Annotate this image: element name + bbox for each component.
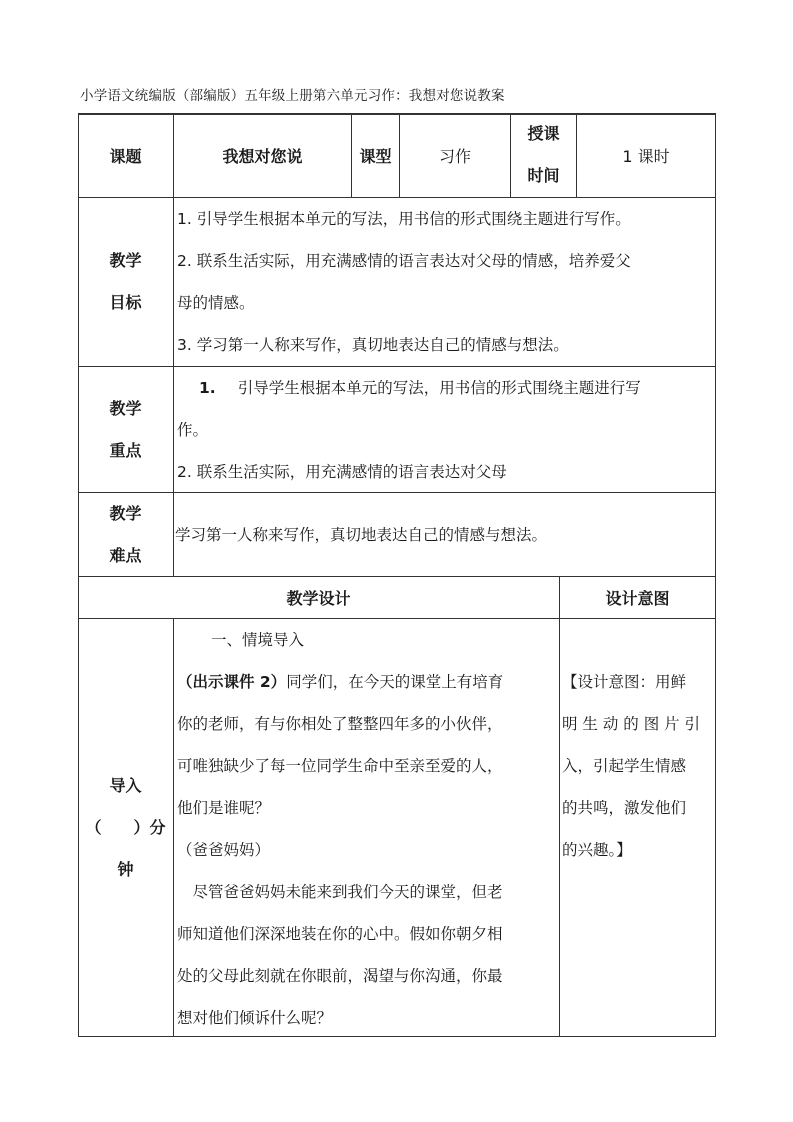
intro-paragraph-line: 尽管爸爸妈妈未能来到我们今天的课堂，但老 <box>177 883 503 901</box>
objectives-label-line: 目标 <box>109 293 142 312</box>
type-label: 课型 <box>359 146 392 166</box>
time-label-line: 时间 <box>527 166 560 185</box>
intro-paragraph-line: 想对他们倾诉什么呢？ <box>177 1009 333 1027</box>
difficulties-label <box>78 493 173 576</box>
type-value: 习作 <box>438 146 471 166</box>
key-point-text: 引导学生根据本单元的写法，用书信的形式围绕主题进行写 <box>237 379 641 397</box>
intro-label-line: 导入 <box>109 775 142 795</box>
intent-line: 的兴趣。】 <box>562 841 632 859</box>
topic-value: 我想对您说 <box>222 146 303 166</box>
key-points-label-line: 重点 <box>109 440 142 460</box>
table-rule <box>715 113 716 1037</box>
time-label-line: 授课 <box>527 124 560 143</box>
objectives-label <box>78 198 173 366</box>
intro-text: 同学们，在今天的课堂上有培育 <box>286 673 504 691</box>
intro-label-line: 钟 <box>117 859 134 879</box>
intro-answer: （爸爸妈妈） <box>177 841 271 859</box>
objectives-content <box>177 198 713 366</box>
key-points-content <box>177 367 713 492</box>
intro-paragraph-line: 师知道他们深深地装在你的心中。假如你朝夕相 <box>177 925 503 943</box>
courseware-tag: （出示课件 2） <box>177 673 287 691</box>
intent-line: 【设计意图：用鲜 <box>562 673 687 691</box>
objective-line: 1. 引导学生根据本单元的写法，用书信的形式围绕主题进行写作。 <box>177 210 631 228</box>
lesson-plan-table <box>78 113 716 1037</box>
key-point-number: 1. <box>199 379 216 397</box>
intro-heading: 一、情境导入 <box>211 631 305 649</box>
key-points-label-line: 教学 <box>109 398 142 418</box>
design-header: 教学设计 <box>286 589 351 608</box>
intro-paragraph-line: 他们是谁呢？ <box>177 799 271 817</box>
table-rule <box>559 576 560 1037</box>
intent-header: 设计意图 <box>605 589 670 608</box>
key-points-label <box>78 367 173 492</box>
intent-line: 入，引起学生情感 <box>562 757 687 775</box>
objective-line: 2. 联系生活实际，用充满感情的语言表达对父母的情感，培养爱父 <box>177 252 631 270</box>
intro-paragraph-line <box>177 661 559 703</box>
intro-design-content <box>177 619 559 1036</box>
difficulties-label-line: 教学 <box>109 503 142 523</box>
key-point-line: 2. 联系生活实际，用充满感情的语言表达对父母 <box>177 463 507 481</box>
time-label <box>511 113 576 197</box>
intent-line: 的共鸣，激发他们 <box>562 799 687 817</box>
table-rule <box>173 618 174 1037</box>
difficulties-content <box>175 493 713 576</box>
difficulties-label-line: 难点 <box>109 545 142 565</box>
intro-intent-content <box>562 661 714 961</box>
intent-line: 明 生 动 的 图 片 引 <box>562 715 701 733</box>
objective-line: 母的情感。 <box>177 294 255 312</box>
key-point-line: 作。 <box>177 421 209 439</box>
key-point-line <box>177 367 713 409</box>
document-title: 小学语文统编版（部编版）五年级上册第六单元习作：我想对您说教案 <box>80 88 505 104</box>
time-value: 1 课时 <box>622 146 670 166</box>
intro-label <box>78 619 173 1036</box>
intro-paragraph-line: 你的老师，有与你相处了整整四年多的小伙伴， <box>177 715 503 733</box>
difficulty-text: 学习第一人称来写作，真切地表达自己的情感与想法。 <box>175 525 548 544</box>
objective-line: 3. 学习第一人称来写作，真切地表达自己的情感与想法。 <box>177 336 569 354</box>
objectives-label-line: 教学 <box>109 251 142 270</box>
intro-paragraph-line: 处的父母此刻就在你眼前，渴望与你沟通，你最 <box>177 967 503 985</box>
topic-label: 课题 <box>109 146 142 166</box>
intro-label-line: （ ）分 <box>85 817 166 837</box>
intro-paragraph-line: 可唯独缺少了每一位同学生命中至亲至爱的人， <box>177 757 503 775</box>
